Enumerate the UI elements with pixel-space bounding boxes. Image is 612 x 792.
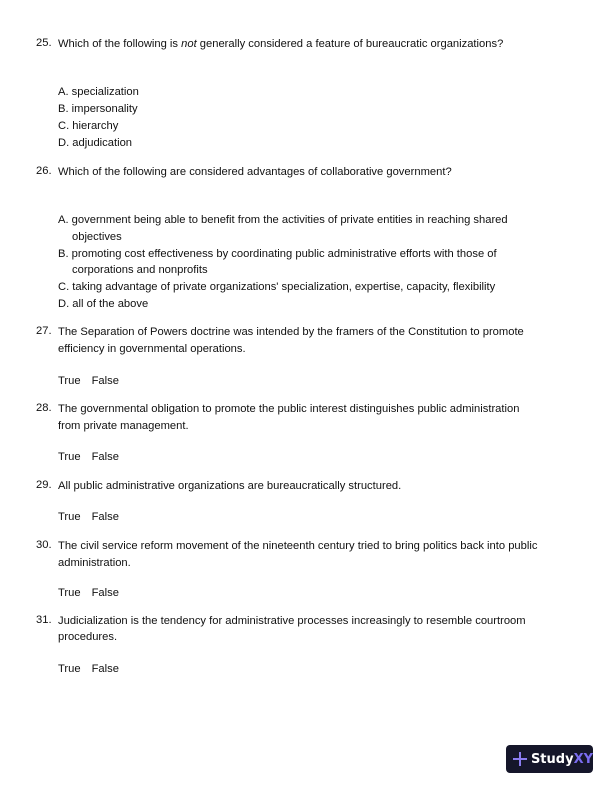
logo-text: Study (530, 751, 574, 767)
true-false-options (58, 662, 130, 676)
studyxy-logo (506, 745, 593, 773)
question-text-line: Judicialization is the tendency for administrative processes increasingly to resemble courtroom (58, 615, 526, 627)
question-text-line: The governmental obligation to promote the public interest distinguishes public administration (58, 403, 520, 415)
question-number: 25. (36, 37, 52, 49)
question-number: 30. (36, 539, 52, 551)
option-a: A. government being able to benefit from the activities of private entities in reaching shared (58, 214, 508, 226)
option-true: True (58, 511, 81, 523)
option-true: True (58, 375, 81, 387)
text-part: Which of the following is (58, 38, 182, 50)
plus-icon (513, 752, 525, 766)
question-text-line: procedures. (58, 631, 118, 643)
question-text-line: from private management. (58, 420, 189, 432)
option-c: C. hierarchy (58, 120, 119, 132)
logo-text-accent: XY (573, 751, 593, 767)
true-false-options (58, 586, 130, 600)
option-b-cont: corporations and nonprofits (72, 264, 208, 276)
question-number: 26. (36, 165, 52, 177)
option-a-cont: objectives (72, 231, 122, 243)
true-false-options (58, 374, 130, 388)
question-text: Which of the following are considered advantages of collaborative government? (58, 166, 452, 178)
option-b: B. promoting cost effectiveness by coordinating public administrative efforts with those of (58, 248, 497, 260)
option-true: True (58, 663, 81, 675)
question-text (58, 37, 503, 51)
option-false: False (91, 587, 119, 599)
option-d: D. adjudication (58, 137, 133, 149)
option-false: False (91, 511, 119, 523)
text-part: generally considered a feature of bureaucratic organizations? (196, 38, 504, 50)
true-false-options (58, 510, 130, 524)
option-false: False (91, 375, 119, 387)
option-c: C. taking advantage of private organizations' specialization, expertise, capacity, flexibility (58, 281, 496, 293)
emphasis: not (181, 38, 197, 50)
question-text-line: The civil service reform movement of the nineteenth century tried to bring politics back into public (58, 540, 538, 552)
question-text-line: efficiency in governmental operations. (58, 343, 246, 355)
option-b: B. impersonality (58, 103, 138, 115)
question-number: 31. (36, 614, 52, 626)
question-number: 29. (36, 479, 52, 491)
question-number: 27. (36, 325, 52, 337)
option-d: D. all of the above (58, 298, 149, 310)
question-text-line: All public administrative organizations are bureaucratically structured. (58, 480, 402, 492)
option-true: True (58, 451, 81, 463)
option-false: False (91, 451, 119, 463)
option-true: True (58, 587, 81, 599)
option-a: A. specialization (58, 86, 139, 98)
true-false-options (58, 450, 130, 464)
question-text-line: administration. (58, 557, 131, 569)
question-text-line: The Separation of Powers doctrine was intended by the framers of the Constitution to promote (58, 326, 524, 338)
question-number: 28. (36, 402, 52, 414)
option-false: False (91, 663, 119, 675)
